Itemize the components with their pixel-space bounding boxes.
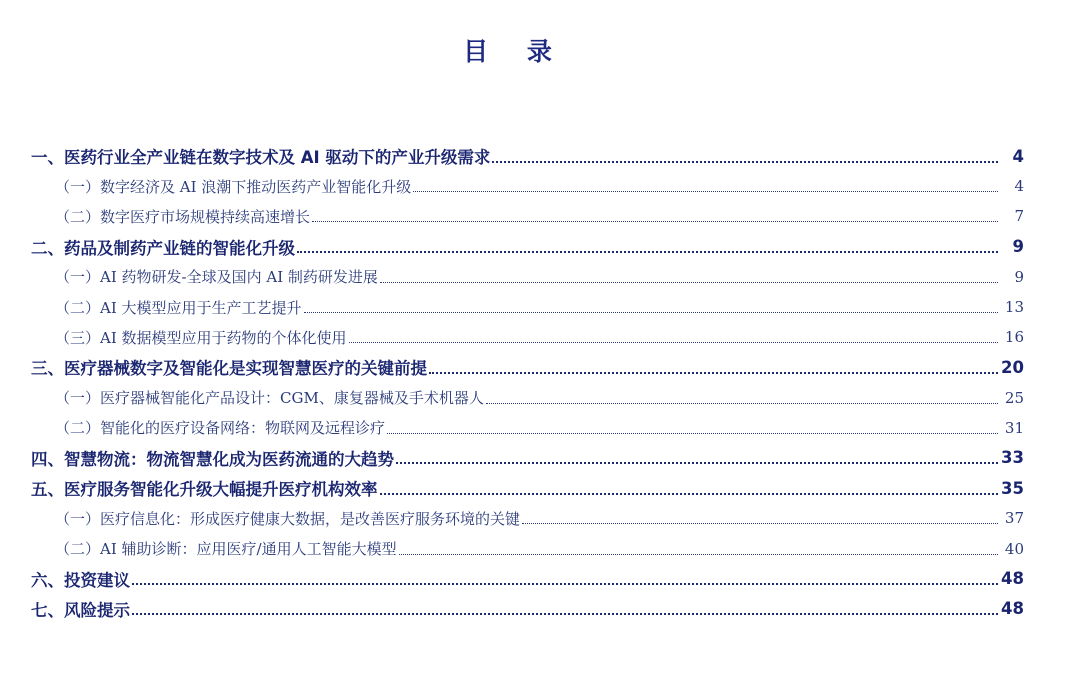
dot-leader (486, 402, 998, 404)
toc-page-number: 31 (1004, 418, 1024, 437)
toc-page-number: 9 (1012, 237, 1024, 257)
toc-page-number: 20 (1001, 357, 1024, 377)
dot-leader (132, 612, 998, 615)
toc-entry-title: （一）AI 药物研发-全球及国内 AI 制药研发进展 (55, 268, 378, 287)
toc-subsection-entry[interactable] (0, 322, 1080, 352)
toc-section-entry[interactable] (0, 594, 1080, 624)
toc-subsection-entry[interactable] (0, 383, 1080, 413)
toc-subsection-entry[interactable] (0, 201, 1080, 231)
toc-section-entry[interactable] (0, 443, 1080, 473)
dot-leader (396, 461, 998, 464)
toc-page-number: 4 (1014, 177, 1024, 196)
dot-leader (492, 160, 998, 163)
toc-subsection-entry[interactable] (0, 262, 1080, 292)
toc-entry-title: （一）医疗信息化：形成医疗健康大数据，是改善医疗服务环境的关键 (55, 509, 521, 528)
toc-entry-title: 六、投资建议 (31, 570, 130, 590)
toc-page-number: 7 (1014, 207, 1024, 226)
dot-leader (380, 492, 999, 495)
toc-subsection-entry[interactable] (0, 292, 1080, 322)
dot-leader (304, 311, 998, 313)
dot-leader (413, 190, 998, 192)
dot-leader (522, 522, 998, 524)
toc-page-number: 35 (1001, 478, 1024, 498)
toc-page-number: 13 (1004, 298, 1024, 317)
toc-entry-title: 五、医疗服务智能化升级大幅提升医疗机构效率 (31, 480, 378, 500)
toc-section-entry[interactable] (0, 141, 1080, 171)
toc-page-number: 9 (1014, 267, 1024, 286)
toc-section-entry[interactable] (0, 232, 1080, 262)
toc-entry-title: 七、风险提示 (31, 600, 130, 620)
toc-subsection-entry[interactable] (0, 413, 1080, 443)
toc-entry-title: （二）智能化的医疗设备网络：物联网及远程诊疗 (55, 419, 386, 438)
dot-leader (312, 220, 998, 222)
toc-entry-title: （一）数字经济及 AI 浪潮下推动医药产业智能化升级 (55, 177, 412, 196)
toc-subsection-entry[interactable] (0, 503, 1080, 533)
dot-leader (132, 582, 998, 585)
toc-page-number: 4 (1012, 146, 1024, 166)
toc-page-number: 16 (1004, 328, 1024, 347)
toc-page-number: 33 (1001, 448, 1024, 468)
dot-leader (297, 250, 998, 253)
toc-page-number: 48 (1001, 599, 1024, 619)
table-of-contents (0, 141, 1080, 624)
dot-leader (349, 341, 998, 343)
toc-entry-title: 四、智慧物流：物流智慧化成为医药流通的大趋势 (31, 449, 394, 469)
toc-page-number: 40 (1004, 539, 1024, 558)
dot-leader (380, 281, 998, 283)
toc-page-number: 25 (1004, 388, 1024, 407)
toc-section-entry[interactable] (0, 352, 1080, 382)
toc-subsection-entry[interactable] (0, 171, 1080, 201)
toc-page-number: 48 (1001, 569, 1024, 589)
toc-section-entry[interactable] (0, 564, 1080, 594)
toc-section-entry[interactable] (0, 473, 1080, 503)
dot-leader (429, 371, 998, 374)
toc-entry-title: （二）AI 辅助诊断：应用医疗/通用人工智能大模型 (55, 540, 397, 559)
dot-leader (387, 432, 998, 434)
dot-leader (399, 553, 998, 555)
toc-entry-title: （一）医疗器械智能化产品设计：CGM、康复器械及手术机器人 (55, 389, 484, 408)
toc-entry-title: （二）数字医疗市场规模持续高速增长 (55, 207, 311, 226)
toc-entry-title: 二、药品及制药产业链的智能化升级 (31, 238, 295, 258)
toc-page-number: 37 (1004, 509, 1024, 528)
toc-entry-title: 三、医疗器械数字及智能化是实现智慧医疗的关键前提 (31, 359, 427, 379)
toc-entry-title: 一、医药行业全产业链在数字技术及 AI 驱动下的产业升级需求 (31, 148, 491, 168)
toc-entry-title: （三）AI 数据模型应用于药物的个体化使用 (55, 328, 347, 347)
toc-entry-title: （二）AI 大模型应用于生产工艺提升 (55, 298, 302, 317)
toc-subsection-entry[interactable] (0, 533, 1080, 563)
page-title: 目 录 (463, 37, 567, 66)
